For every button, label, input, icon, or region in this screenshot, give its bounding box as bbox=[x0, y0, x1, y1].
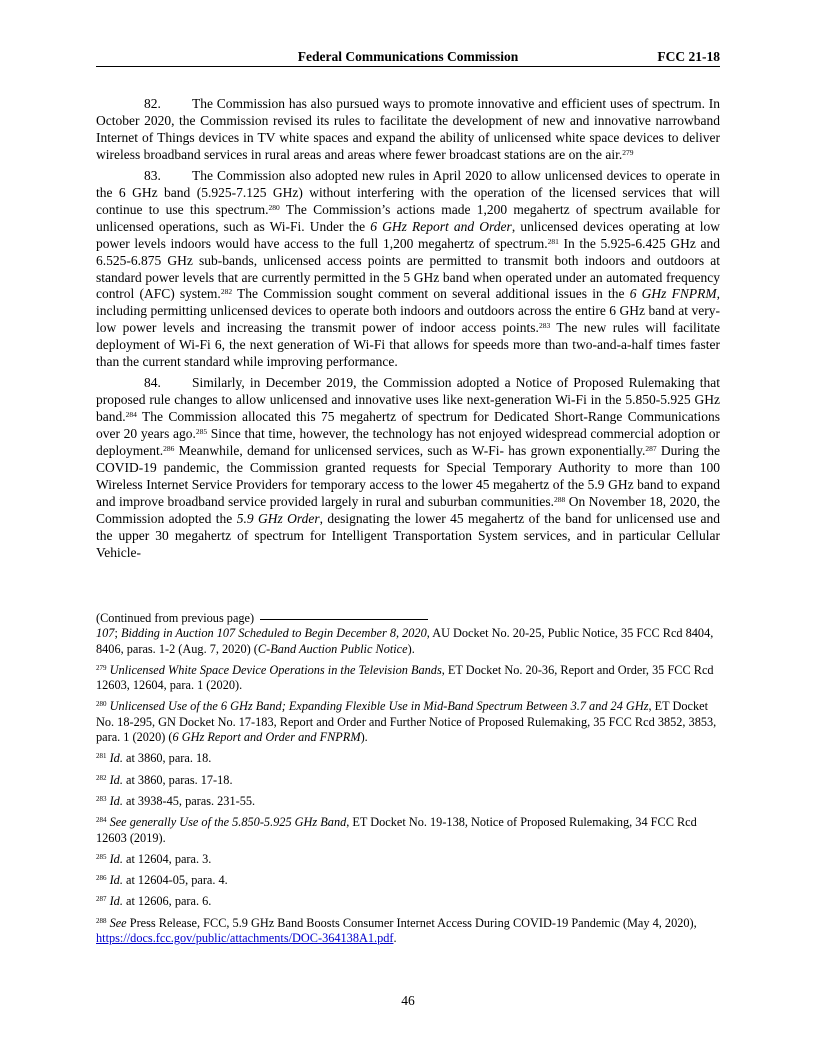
text-run: at 3860, paras. 17-18. bbox=[122, 772, 233, 787]
footnote-ref[interactable]: 287 bbox=[645, 444, 657, 454]
footnote-280 bbox=[96, 699, 720, 745]
text-run: During the COVID-19 pandemic, the Commission granted requests for Special Temporary Authority to more than 100 Wireless Internet Service Providers for temporary access to the lower 45 megahertz of the 5.9 GHz band to expand and improve broadband service provided largely in rural and suburban communities. bbox=[96, 443, 720, 509]
footnotes bbox=[96, 611, 720, 952]
italic-citation: Id. bbox=[109, 851, 123, 866]
footnote-ref[interactable]: 288 bbox=[554, 494, 566, 504]
text-run: The Commission also adopted new rules in April 2020 to allow unlicensed devices to operate in the 6 GHz band (5.925-7.125 GHz) without interfering with the operation of the licensed services that will continue to use this spectrum. bbox=[96, 167, 720, 217]
text-run: Similarly, in December 2019, the Commission adopted a Notice of Proposed Rulemaking that proposed rule changes to allow unlicensed and innovative uses like next-generation Wi-Fi in the 5.850-5.925 GHz band. bbox=[96, 375, 720, 425]
text-run: , unlicensed devices operating at low power levels indoors would have access to the full 1,200 megahertz of spectrum. bbox=[96, 218, 721, 251]
footnote-281 bbox=[96, 751, 720, 766]
text-run: , ET Docket No. 19-138, Notice of Proposed Rulemaking, 34 FCC Rcd 12603 (2019). bbox=[96, 815, 697, 845]
text-run: Since that time, however, the technology has not enjoyed widespread commercial adoption or deployment. bbox=[96, 426, 720, 459]
italic-citation: 107 bbox=[96, 626, 115, 641]
text-run: , ET Docket No. 20-36, Report and Order, 35 FCC Rcd 12603, 12604, para. 1 (2020). bbox=[96, 662, 714, 693]
footnote-ref[interactable]: 280 bbox=[268, 202, 280, 212]
paragraph-83 bbox=[96, 168, 720, 371]
footnote-286 bbox=[96, 873, 720, 888]
paragraph-number: 83. bbox=[144, 167, 161, 183]
footnote-ref[interactable]: 282 bbox=[220, 287, 233, 297]
italic-citation: Unlicensed White Space Device Operations in the Television Bands bbox=[109, 662, 442, 677]
footnote-number: 282 bbox=[96, 773, 107, 782]
text-run: The Commission’s actions made 1,200 megahertz of spectrum available for unlicensed operations, such as Wi-Fi. Under the bbox=[96, 201, 720, 234]
text-run: at 12604, para. 3. bbox=[122, 851, 212, 866]
text-run: Meanwhile, demand for unlicensed services, such as W-Fi- has grown exponentially. bbox=[174, 443, 646, 459]
italic-citation: Id. bbox=[109, 894, 123, 909]
text-run: , AU Docket No. 20-25, Public Notice, 35 FCC Rcd 8404, 8406, paras. 1-2 (Aug. 7, 2020) ( bbox=[96, 626, 714, 656]
footnote-ref[interactable]: 279 bbox=[622, 147, 634, 157]
italic-citation: 6 GHz Report and Order bbox=[370, 218, 512, 234]
footnote-number: 280 bbox=[96, 700, 107, 709]
footnote-284 bbox=[96, 815, 720, 846]
italic-citation: See generally Use of the 5.850-5.925 GHz Band bbox=[109, 815, 347, 830]
footnote-number: 285 bbox=[96, 852, 107, 861]
footnote-ref[interactable]: 285 bbox=[195, 427, 208, 437]
text-run: at 3938-45, paras. 231-55. bbox=[122, 793, 256, 808]
text-run: , ET Docket No. 18-295, GN Docket No. 17-183, Report and Order and Further Notice of Proposed Rulemaking, 35 FCC Rcd 3852, 3853, para. 1 (2020) ( bbox=[96, 699, 717, 745]
text-run: at 3860, para. 18. bbox=[122, 751, 212, 766]
italic-citation: C-Band Auction Public Notice bbox=[257, 641, 408, 656]
italic-citation: Id. bbox=[109, 793, 123, 808]
paragraph-84 bbox=[96, 375, 720, 561]
link[interactable]: https://docs.fcc.gov/public/attachments/DOC-364138A1.pdf bbox=[96, 931, 394, 946]
text-run: The Commission allocated this 75 megahertz of spectrum for Dedicated Short-Range Communications over 20 years ago. bbox=[96, 409, 720, 442]
italic-citation: Id. bbox=[109, 873, 123, 888]
footnote-ref[interactable]: 284 bbox=[125, 410, 137, 420]
footnote-number: 281 bbox=[96, 752, 107, 761]
text-run: , including permitting unlicensed devices to operate both indoors and outdoors across the entire 6 GHz band at very-low power levels and increasing the transmit power of indoor access points. bbox=[96, 286, 720, 336]
italic-citation: Id. bbox=[109, 772, 123, 787]
text-run: In the 5.925-6.425 GHz and 6.525-6.875 GHz sub-bands, unlicensed access points are permitted to transmit both indoors and outdoors at standard power levels that are currently permitted in the 5 GHz band when operated under an automated frequency control (AFC) system. bbox=[96, 235, 721, 302]
italic-citation: Id. bbox=[109, 751, 123, 766]
footnote-282 bbox=[96, 773, 720, 788]
page-header bbox=[96, 49, 720, 67]
text-run: , designating the lower 45 megahertz of the band for unlicensed use and the upper 30 megahertz of spectrum for Intelligent Transportation System services, and in particular Cellular Vehicle- bbox=[96, 510, 721, 560]
footnote-separator bbox=[260, 619, 428, 620]
text-run: The Commission has also pursued ways to promote innovative and efficient uses of spectrum. In October 2020, the Commission revised its rules to facilitate the development of new and innovative narrowband Internet of Things devices in TV white spaces and expand the ability of unlicensed white space devices to deliver wireless broadband services in rural areas and areas where fewer broadcast stations are on the air. bbox=[96, 96, 720, 162]
paragraph-text bbox=[96, 168, 720, 369]
footnote-288 bbox=[96, 916, 720, 947]
footnote-279 bbox=[96, 663, 720, 694]
footnote-ref[interactable]: 283 bbox=[538, 321, 551, 331]
footnote-number: 288 bbox=[96, 916, 107, 925]
body-text bbox=[96, 96, 720, 566]
footnote-number: 283 bbox=[96, 794, 107, 803]
header-title: Federal Communications Commission bbox=[297, 49, 519, 64]
footnote-number: 284 bbox=[96, 816, 107, 825]
header-docnum: FCC 21-18 bbox=[657, 49, 720, 64]
paragraph-text bbox=[96, 375, 720, 560]
text-run: Press Release, FCC, 5.9 GHz Band Boosts Consumer Internet Access During COVID-19 Pandemic (May 4, 2020), bbox=[126, 915, 697, 930]
italic-citation: 5.9 GHz Order bbox=[236, 510, 320, 526]
text-run: at 12604-05, para. 4. bbox=[122, 873, 228, 888]
text-run: The Commission sought comment on several additional issues in the bbox=[232, 286, 630, 302]
italic-citation: Unlicensed Use of the 6 GHz Band; Expanding Flexible Use in Mid-Band Spectrum Between 3.7 and 24 GHz bbox=[109, 699, 649, 714]
footnote-list bbox=[96, 663, 720, 946]
italic-citation: 6 GHz FNPRM bbox=[629, 286, 717, 302]
footnote-number: 286 bbox=[96, 874, 107, 883]
continued-footnote-text bbox=[96, 626, 720, 657]
text-run: On November 18, 2020, the Commission adopted the bbox=[96, 493, 720, 526]
italic-citation: 6 GHz Report and Order and FNPRM bbox=[172, 730, 361, 745]
continued-label: (Continued from previous page) bbox=[96, 611, 255, 625]
footnote-ref[interactable]: 286 bbox=[163, 444, 175, 454]
paragraph-number: 84. bbox=[144, 375, 161, 391]
footnote-number: 287 bbox=[96, 895, 107, 904]
footnote-285 bbox=[96, 852, 720, 867]
footnote-number: 279 bbox=[96, 663, 107, 672]
text-run: at 12606, para. 6. bbox=[122, 894, 212, 909]
text-run: . bbox=[393, 931, 397, 946]
continued-footnote bbox=[96, 611, 720, 657]
footnote-287 bbox=[96, 894, 720, 909]
text-run: ). bbox=[360, 730, 368, 745]
text-run: ; bbox=[114, 626, 121, 641]
footnote-283 bbox=[96, 794, 720, 809]
text-run: ). bbox=[407, 641, 415, 656]
italic-citation: Bidding in Auction 107 Scheduled to Begin December 8, 2020 bbox=[120, 626, 427, 641]
text-run: The new rules will facilitate deployment of Wi-Fi 6, the next generation of Wi-Fi that allows for speeds more than two-and-a-half times faster than the current standard while improving performance. bbox=[96, 320, 721, 370]
paragraph-82 bbox=[96, 96, 720, 164]
page-number: 46 bbox=[401, 993, 415, 1008]
paragraph-number: 82. bbox=[144, 96, 161, 111]
italic-citation: See bbox=[109, 915, 127, 930]
footnote-ref[interactable]: 281 bbox=[547, 236, 559, 246]
